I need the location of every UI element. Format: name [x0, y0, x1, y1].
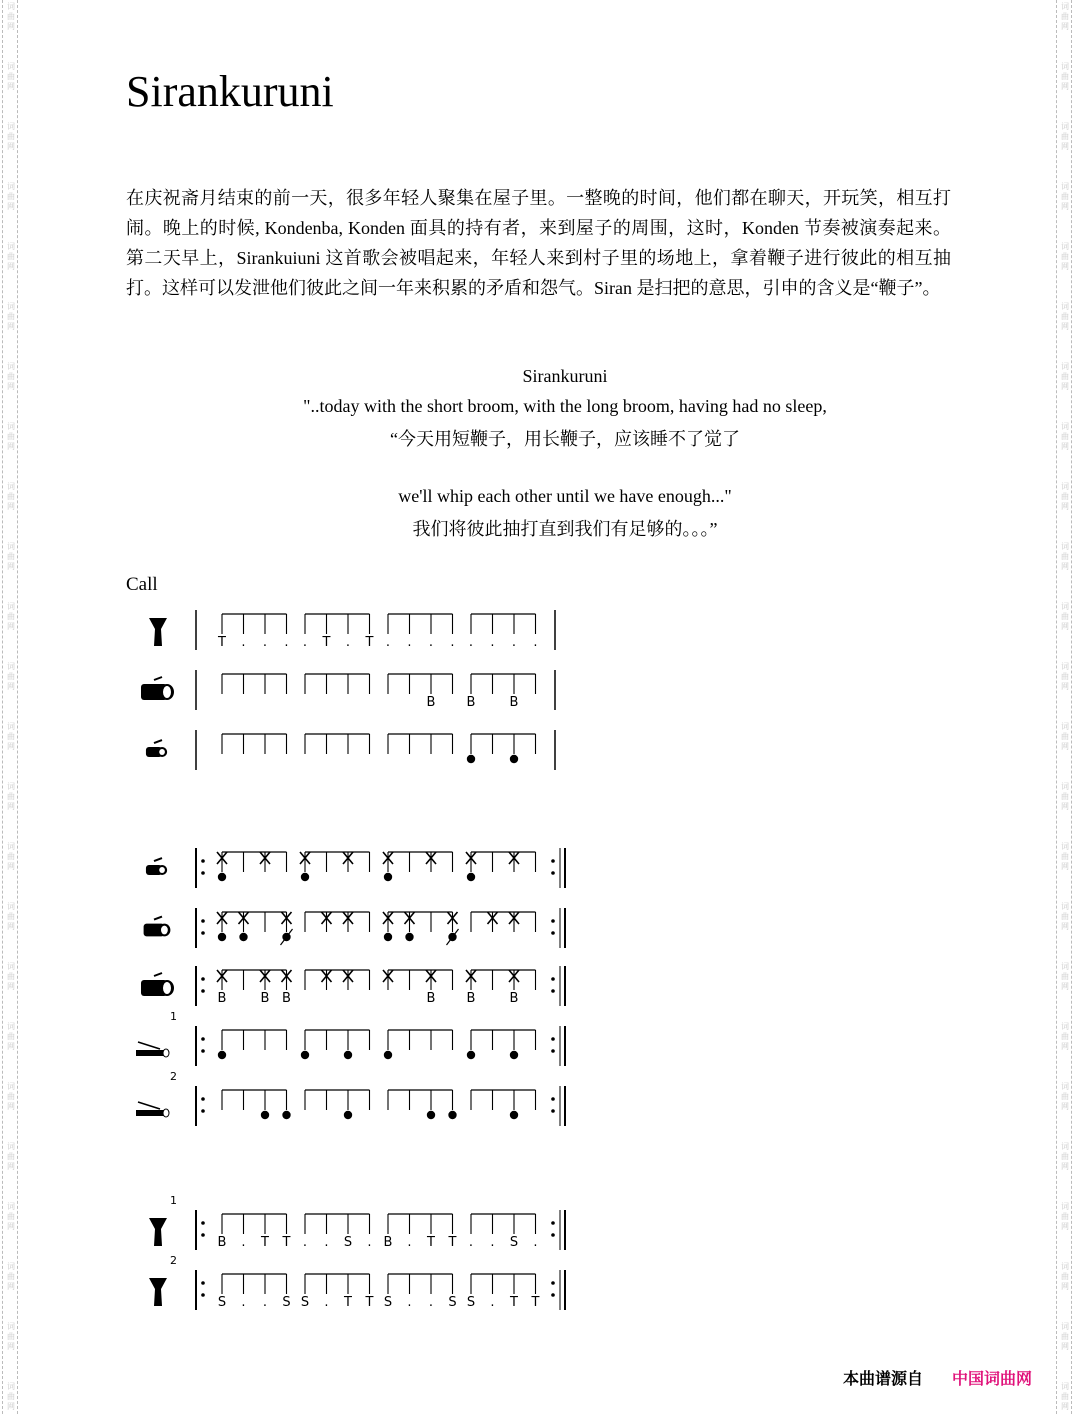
watermark-glyphs: 词 曲 网: [1061, 1142, 1069, 1171]
call-label: Call: [126, 574, 158, 595]
doundoun-icon-stick: [154, 677, 162, 680]
note-letter: B: [509, 695, 519, 710]
note-letter: .: [468, 635, 474, 650]
repeat-dot: [201, 977, 205, 981]
open-stroke: [467, 1051, 475, 1059]
note-letter: S: [448, 1295, 457, 1310]
watermark-glyphs: 词 曲 网: [7, 1082, 15, 1111]
kenkeni-icon-stick: [154, 858, 162, 861]
watermark-glyphs: 词 曲 网: [1061, 602, 1069, 631]
kenkeni-icon-stick: [154, 740, 162, 743]
watermark-glyphs: 词 曲 网: [7, 1262, 15, 1291]
bell-icon-stick: [138, 1042, 160, 1049]
watermark-glyphs: 词 曲 网: [1061, 62, 1069, 91]
watermark-glyphs: 词 曲 网: [7, 902, 15, 931]
note-letter: B: [426, 695, 436, 710]
repeat-dot: [551, 1221, 555, 1225]
bell-icon-stick: [138, 1102, 160, 1109]
note-letter: B: [260, 991, 270, 1006]
note-letter: S: [343, 1235, 353, 1250]
open-stroke: [467, 873, 475, 881]
note-letter: T: [510, 1295, 518, 1310]
repeat-dot: [201, 859, 205, 863]
open-stroke: [344, 1111, 352, 1119]
open-stroke: [261, 1111, 269, 1119]
note-letter: B: [466, 991, 476, 1006]
note-letter: T: [218, 635, 226, 650]
note-letter: T: [531, 1295, 540, 1310]
note-letter: B: [426, 991, 436, 1006]
repeat-dot: [201, 919, 205, 923]
note-letter: S: [509, 1235, 519, 1250]
note-letter: S: [383, 1295, 393, 1310]
open-stroke: [467, 755, 475, 763]
note-letter: .: [367, 1235, 372, 1250]
note-letter: B: [383, 1235, 393, 1250]
watermark-glyphs: 词 曲 网: [7, 62, 15, 91]
watermark-glyphs: 词 曲 网: [1061, 662, 1069, 691]
note-letter: T: [344, 1295, 352, 1310]
watermark-glyphs: 词 曲 网: [7, 1202, 15, 1231]
part-number: 1: [170, 1010, 177, 1023]
note-letter: B: [282, 991, 291, 1006]
repeat-dot: [551, 931, 555, 935]
open-stroke: [218, 933, 226, 941]
note-letter: .: [490, 635, 495, 650]
note-letter: .: [407, 635, 412, 650]
open-stroke: [344, 1051, 352, 1059]
watermark-glyphs: 词 曲 网: [1061, 1382, 1069, 1411]
watermark-glyphs: 词 曲 网: [1061, 182, 1069, 211]
bell-icon: [136, 1110, 166, 1116]
watermark-glyphs: 词 曲 网: [7, 422, 15, 451]
note-letter: .: [324, 1235, 329, 1250]
page-title: Sirankuruni: [126, 67, 334, 116]
open-stroke: [301, 873, 309, 881]
watermark-glyphs: 词 曲 网: [1061, 122, 1069, 151]
note-letter: T: [261, 1235, 269, 1250]
note-letter: S: [466, 1295, 476, 1310]
song-title: Sirankuruni: [522, 366, 608, 386]
note-letter: .: [533, 635, 538, 650]
note-letter: .: [345, 635, 351, 650]
open-stroke: [405, 933, 413, 941]
repeat-dot: [551, 1233, 555, 1237]
sangban-icon-head-inner: [161, 926, 168, 935]
repeat-dot: [551, 1293, 555, 1297]
repeat-dot: [201, 1109, 205, 1113]
footer-site: 中国词曲网: [952, 1369, 1033, 1388]
note-letter: .: [284, 635, 289, 650]
note-letter: .: [241, 1235, 246, 1250]
watermark-glyphs: 词 曲 网: [1061, 2, 1069, 31]
watermark-glyphs: 词 曲 网: [1061, 1262, 1069, 1291]
dundunba-icon-stick: [154, 973, 162, 976]
watermark-glyphs: 词 曲 网: [1061, 842, 1069, 871]
repeat-dot: [551, 1049, 555, 1053]
note-letter: .: [407, 1235, 412, 1250]
note-letter: .: [490, 1235, 495, 1250]
watermark-glyphs: 词 曲 网: [1061, 782, 1069, 811]
note-letter: .: [428, 635, 434, 650]
part-number: 2: [170, 1070, 177, 1083]
repeat-dot: [201, 989, 205, 993]
repeat-dot: [201, 1221, 205, 1225]
note-letter: .: [490, 1295, 495, 1310]
part-number: 2: [170, 1254, 177, 1267]
watermark-glyphs: 词 曲 网: [7, 662, 15, 691]
watermark-glyphs: 词 曲 网: [7, 1142, 15, 1171]
repeat-dot: [201, 1049, 205, 1053]
watermark-glyphs: 词 曲 网: [7, 962, 15, 991]
footer-source: 本曲谱源自: [843, 1369, 924, 1388]
open-stroke: [427, 1111, 435, 1119]
open-stroke: [282, 1111, 290, 1119]
lyrics-line: "..today with the short broom, with the long broom, having had no sleep,: [303, 396, 827, 416]
note-letter: B: [217, 991, 227, 1006]
watermark-glyphs: 词 曲 网: [1061, 542, 1069, 571]
note-letter: .: [302, 635, 308, 650]
watermark-glyphs: 词 曲 网: [7, 602, 15, 631]
note-letter: T: [427, 1235, 435, 1250]
note-letter: .: [428, 1295, 434, 1310]
part-number: 1: [170, 1194, 177, 1207]
repeat-dot: [551, 1097, 555, 1101]
open-stroke: [510, 1051, 518, 1059]
watermark-glyphs: 词 曲 网: [1061, 902, 1069, 931]
repeat-dot: [201, 1037, 205, 1041]
bell-icon: [136, 1050, 166, 1056]
repeat-dot: [551, 977, 555, 981]
watermark-glyphs: 词 曲 网: [7, 122, 15, 151]
note-letter: S: [217, 1295, 227, 1310]
open-stroke: [510, 1111, 518, 1119]
intro-paragraph: 在庆祝斋月结束的前一天，很多年轻人聚集在屋子里。一整晚的时间，他们都在聊天，开玩笑，相互打闹。晚上的时候, Kondenba, Konden 面具的持有者，来到屋子的周围，这时，Konden 节奏被演奏起来。第二天早上，Sirankuiuni 这首歌会被唱起来，年轻人来到村子里的场地上，拿着鞭子进行彼此的相互抽打。这样可以发泄他们彼此之间一年来积累的矛盾和怨气。Siran 是扫把的意思，引申的含义是“鞭子”。: [126, 188, 951, 298]
note-letter: .: [324, 1295, 329, 1310]
watermark-glyphs: 词 曲 网: [7, 722, 15, 751]
note-letter: T: [365, 635, 374, 650]
repeat-dot: [201, 871, 205, 875]
watermark-glyphs: 词 曲 网: [7, 242, 15, 271]
note-letter: B: [466, 695, 476, 710]
note-letter: .: [262, 1295, 268, 1310]
note-letter: B: [217, 1235, 227, 1250]
watermark-glyphs: 词 曲 网: [7, 1382, 15, 1411]
open-stroke: [384, 1051, 392, 1059]
note-letter: .: [241, 1295, 246, 1310]
sangban-icon-stick: [154, 917, 162, 920]
open-stroke: [218, 1051, 226, 1059]
note-letter: .: [468, 1235, 474, 1250]
repeat-dot: [551, 1037, 555, 1041]
watermark-glyphs: 词 曲 网: [7, 302, 15, 331]
repeat-dot: [551, 1281, 555, 1285]
djembe-icon: [149, 618, 167, 646]
repeat-dot: [551, 919, 555, 923]
repeat-dot: [201, 931, 205, 935]
djembe-icon: [149, 1278, 167, 1306]
repeat-dot: [201, 1233, 205, 1237]
watermark-glyphs: 词 曲 网: [1061, 242, 1069, 271]
note-letter: T: [322, 635, 331, 650]
watermark-glyphs: 词 曲 网: [1061, 962, 1069, 991]
note-letter: .: [450, 635, 455, 650]
watermark-glyphs: 词 曲 网: [7, 182, 15, 211]
watermark-glyphs: 词 曲 网: [1061, 302, 1069, 331]
dundunba-icon-head-inner: [163, 982, 171, 994]
watermark-glyphs: 词 曲 网: [1061, 482, 1069, 511]
lyrics-line: “今天用短鞭子，用长鞭子，应该睡不了觉了: [390, 429, 740, 449]
doundoun-icon-head-inner: [163, 686, 171, 698]
watermark-glyphs: 词 曲 网: [7, 542, 15, 571]
watermark-glyphs: 词 曲 网: [1061, 722, 1069, 751]
note-letter: .: [385, 635, 391, 650]
note-letter: .: [262, 635, 268, 650]
watermark-glyphs: 词 曲 网: [7, 1322, 15, 1351]
open-stroke: [218, 873, 226, 881]
kenkeni-icon-head-inner: [159, 867, 165, 873]
watermark-glyphs: 词 曲 网: [1061, 1022, 1069, 1051]
repeat-dot: [551, 989, 555, 993]
repeat-dot: [551, 871, 555, 875]
note-letter: S: [300, 1295, 310, 1310]
note-letter: T: [448, 1235, 457, 1250]
watermark-glyphs: 词 曲 网: [7, 782, 15, 811]
watermark-glyphs: 词 曲 网: [7, 362, 15, 391]
repeat-dot: [551, 1109, 555, 1113]
note-letter: S: [282, 1295, 291, 1310]
watermark-glyphs: 词 曲 网: [7, 842, 15, 871]
open-stroke: [384, 873, 392, 881]
bell-icon-mouth: [163, 1049, 169, 1057]
repeat-dot: [201, 1097, 205, 1101]
note-letter: .: [511, 635, 517, 650]
note-letter: .: [302, 1235, 308, 1250]
note-letter: T: [365, 1295, 374, 1310]
bell-icon-mouth: [163, 1109, 169, 1117]
note-letter: B: [509, 991, 519, 1006]
watermark-glyphs: 词 曲 网: [1061, 422, 1069, 451]
repeat-dot: [551, 859, 555, 863]
watermark-glyphs: 词 曲 网: [1061, 362, 1069, 391]
open-stroke: [448, 1111, 456, 1119]
repeat-dot: [201, 1281, 205, 1285]
repeat-dot: [201, 1293, 205, 1297]
watermark-glyphs: 词 曲 网: [1061, 1082, 1069, 1111]
lyrics-line: 我们将彼此抽打直到我们有足够的。。。”: [412, 519, 718, 539]
note-letter: .: [533, 1235, 538, 1250]
watermark-glyphs: 词 曲 网: [1061, 1202, 1069, 1231]
open-stroke: [384, 933, 392, 941]
watermark-glyphs: 词 曲 网: [7, 1022, 15, 1051]
kenkeni-icon-head-inner: [159, 749, 165, 755]
lyrics-line: we'll whip each other until we have enough...": [398, 486, 732, 506]
watermark-glyphs: 词 曲 网: [7, 482, 15, 511]
open-stroke: [301, 1051, 309, 1059]
djembe-icon: [149, 1218, 167, 1246]
watermark-glyphs: 词 曲 网: [7, 2, 15, 31]
open-stroke: [239, 933, 247, 941]
note-letter: .: [241, 635, 246, 650]
open-stroke: [510, 755, 518, 763]
note-letter: T: [282, 1235, 291, 1250]
note-letter: .: [407, 1295, 412, 1310]
watermark-glyphs: 词 曲 网: [1061, 1322, 1069, 1351]
